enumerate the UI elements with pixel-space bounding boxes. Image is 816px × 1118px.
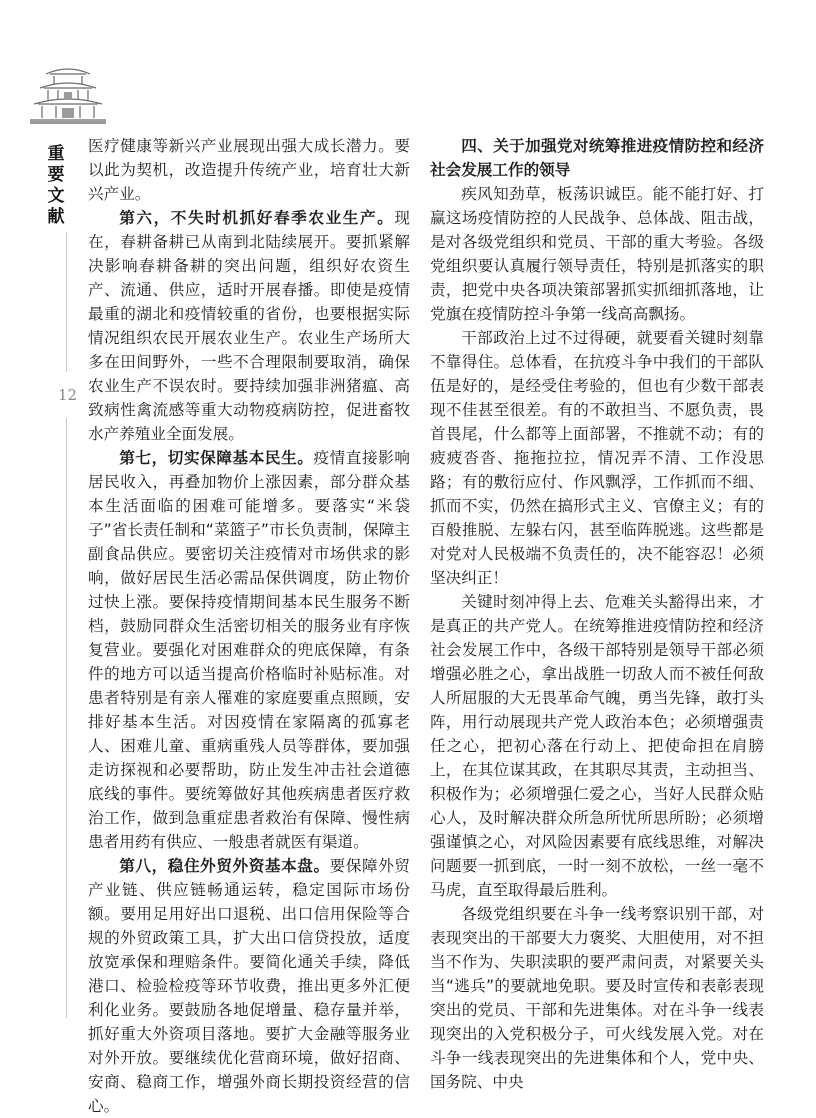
pavilion-emblem-icon xyxy=(26,60,110,130)
paragraph-lead: 第八，稳住外贸外资基本盘。 xyxy=(119,856,330,875)
paragraph: 第八，稳住外贸外资基本盘。要保障外贸产业链、供应链畅通运转，稳定国际市场份额。要用足用好出口退税、出口信用保险等合规的外贸政策工具，扩大出口信贷投放，适度放宽承保和理赔条件。要简化通关手续，降低港口、检验检疫等环节收费，推出更多外汇便利化业务。要鼓励各地促增量、稳存量并举，抓好重大外资项目落地。要扩大金融等服务业对外开放。要继续优化营商环境，做好招商、安商、稳商工作，增强外商长期投资经营的信心。 xyxy=(88,856,410,1115)
paragraph: 关键时刻冲得上去、危难关头豁得出来，才是真正的共产党人。在统筹推进疫情防控和经济社会发展工作中，各级干部特别是领导干部必须增强必胜之心，拿出战胜一切敌人而不被任何敌人所屈服的大无畏革命气魄，勇当先锋，敢打头阵，用行动展现共产党人政治本色；必须增强责任之心，把初心落在行动上、把使命担在肩膀上，在其位谋其政，在其职尽其责，主动担当、积极作为；必须增强仁爱之心，当好人民群众贴心人，及时解决群众所急所忧所思所盼；必须增强谨慎之心，对风险因素要有底线思维，对解决问题要一抓到底，一时一刻不放松，一丝一毫不马虎，直至取得最后胜利。 xyxy=(430,593,764,899)
side-divider xyxy=(66,418,67,1018)
section-heading: 四、关于加强党对统筹推进疫情防控和经济社会发展工作的领导 xyxy=(430,137,764,179)
side-divider xyxy=(66,232,67,372)
section-label: 重要文献 xyxy=(47,144,65,227)
paragraph-lead: 第六，不失时机抓好春季农业生产。 xyxy=(119,208,395,227)
paragraph-lead: 第七，切实保障基本民生。 xyxy=(119,448,314,467)
paragraph: 医疗健康等新兴产业展现出强大成长潜力。要以此为契机，改造提升传统产业，培育壮大新兴产业。 xyxy=(88,137,410,203)
paragraph: 干部政治上过不过得硬，就要看关键时刻靠不靠得住。总体看，在抗疫斗争中我们的干部队伍是好的，是经受住考验的，但也有少数干部表现不佳甚至很差。有的不敢担当、不愿负责，畏首畏尾，什么都等上面部署，不推就不动；有的疲疲沓沓、拖拖拉拉，情况弄不清、工作没思路；有的敷衍应付、作风飘浮，工作抓而不细、抓而不实，仍然在搞形式主义、官僚主义；有的百般推脱、左躲右闪，甚至临阵脱逃。这些都是对党对人民极端不负责任的，决不能容忍！必须坚决纠正！ xyxy=(430,329,764,587)
right-column xyxy=(430,134,764,1094)
paragraph: 各级党组织要在斗争一线考察识别干部，对表现突出的干部要大力褒奖、大胆使用，对不担当不作为、失职渎职的要严肃问责，对紧要关头当“逃兵”的要就地免职。要及时宣传和表彰表现突出的党员、干部和先进集体。对在斗争一线表现突出的入党积极分子，可火线发展入党。对在斗争一线表现突出的先进集体和个人，党中央、国务院、中央 xyxy=(430,905,764,1091)
page-number: 12 xyxy=(58,386,78,404)
left-column xyxy=(88,134,410,1118)
paragraph: 第六，不失时机抓好春季农业生产。现在，春耕备耕已从南到北陆续展开。要抓紧解决影响春耕备耕的突出问题，组织好农资生产、流通、供应，适时开展春播。即使是疫情最重的湖北和疫情较重的省份，也要根据实际情况组织农民开展农业生产。农业生产场所大多在田间野外，一些不合理限制要取消，确保农业生产不误农时。要持续加强非洲猪瘟、高致病性禽流感等重大动物疫病防控，促进畜牧水产养殖业全面发展。 xyxy=(88,208,410,443)
paragraph: 疾风知劲草，板荡识诚臣。能不能打好、打赢这场疫情防控的人民战争、总体战、阻击战，是对各级党组织和党员、干部的重大考验。各级党组织要认真履行领导责任，特别是抓落实的职责，把党中央各项决策部署抓实抓细抓落地，让党旗在疫情防控斗争第一线高高飘扬。 xyxy=(430,185,764,323)
paragraph: 第七，切实保障基本民生。疫情直接影响居民收入，再叠加物价上涨因素，部分群众基本生活面临的困难可能增多。要落实“米袋子”省长责任制和“菜篮子”市长负责制，保障主副食品供应。要密切关注疫情对市场供求的影响，做好居民生活必需品保供调度，防止物价过快上涨。要保持疫情期间基本民生服务不断档，鼓励同群众生活密切相关的服务业有序恢复营业。要强化对困难群众的兜底保障，有条件的地方可以适当提高价格临时补贴标准。对患者特别是有亲人罹难的家庭要重点照顾，安排好基本生活。对因疫情在家隔离的孤寡老人、困难儿童、重病重残人员等群体，要加强走访探视和必要帮助，防止发生冲击社会道德底线的事件。要统筹做好其他疾病患者医疗救治工作，做到急重症患者救治有保障、慢性病患者用药有供应、一般患者就医有渠道。 xyxy=(88,448,410,851)
